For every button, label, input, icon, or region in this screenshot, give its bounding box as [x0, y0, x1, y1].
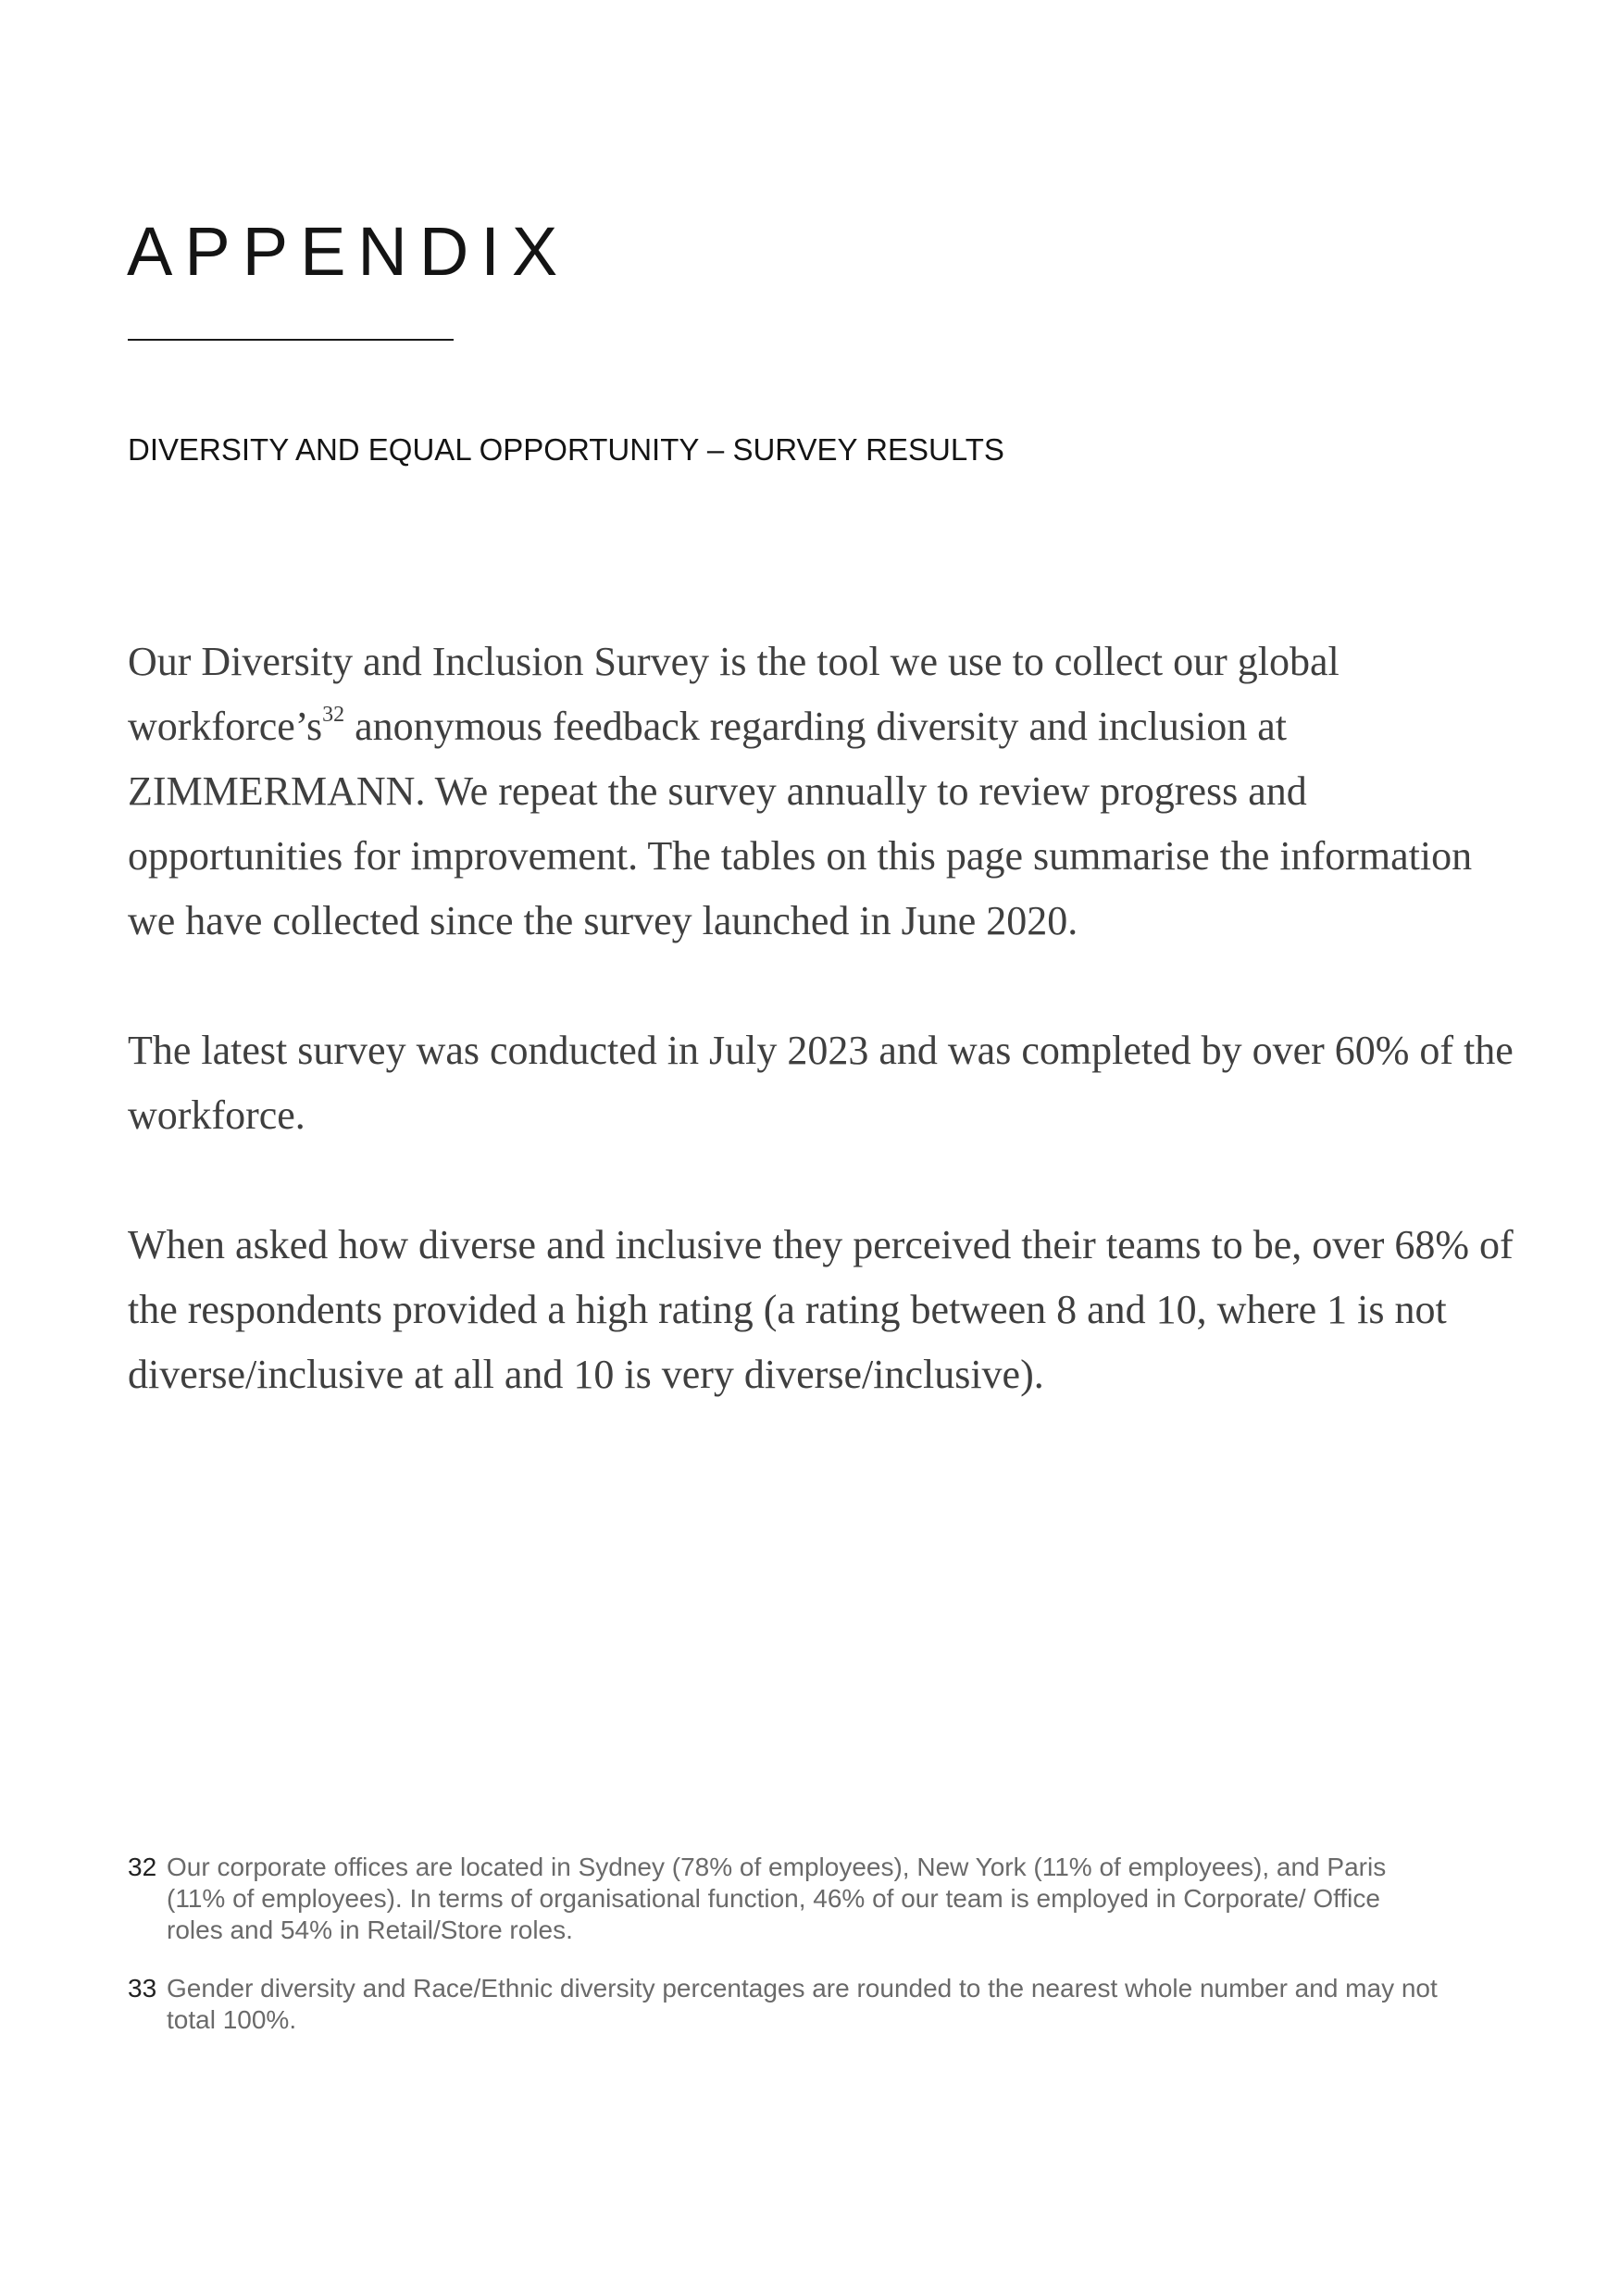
intro-paragraph: [128, 630, 1516, 954]
section-heading: DIVERSITY AND EQUAL OPPORTUNITY – SURVEY RESULTS: [128, 432, 1004, 467]
footnote-text: Our corporate offices are located in Sydney (78% of employees), New York (11% of employees), and Paris (11% of employees). In terms of organisational function, 46% of our team is employed in Corporate/ Office roles and 54% in Retail/Store roles.: [167, 1853, 1387, 1944]
title-divider: [128, 339, 454, 341]
footnotes: [128, 1852, 1442, 2063]
footnote-number: 33: [128, 1974, 157, 2003]
survey-rating-paragraph: When asked how diverse and inclusive they perceived their teams to be, over 68% of the respondents provided a high rating (a rating between 8 and 10, where 1 is not diverse/inclusive at all and 10 is very diverse/inclusive).: [128, 1222, 1514, 1397]
footnote-text: Gender diversity and Race/Ethnic diversity percentages are rounded to the nearest whole number and may not total 100%.: [167, 1974, 1438, 2034]
intro-text-start: Our Diversity and Inclusion Survey is the tool we use to collect our global workforce’s: [128, 639, 1340, 749]
footnote-ref-32: 32: [322, 703, 345, 727]
body-text: [128, 630, 1516, 1472]
page-title: APPENDIX: [127, 213, 570, 290]
intro-text-end: anonymous feedback regarding diversity and inclusion at ZIMMERMANN. We repeat the survey annually to review progress and opportunities for improvement. The tables on this page summarise the information we have collected since the survey launched in June 2020.: [128, 704, 1473, 943]
footnote-number: 32: [128, 1853, 157, 1881]
footnote-32: [128, 1852, 1442, 1946]
footnote-33: [128, 1973, 1442, 2036]
survey-completion-paragraph: The latest survey was conducted in July 2023 and was completed by over 60% of the workforce.: [128, 1028, 1514, 1138]
